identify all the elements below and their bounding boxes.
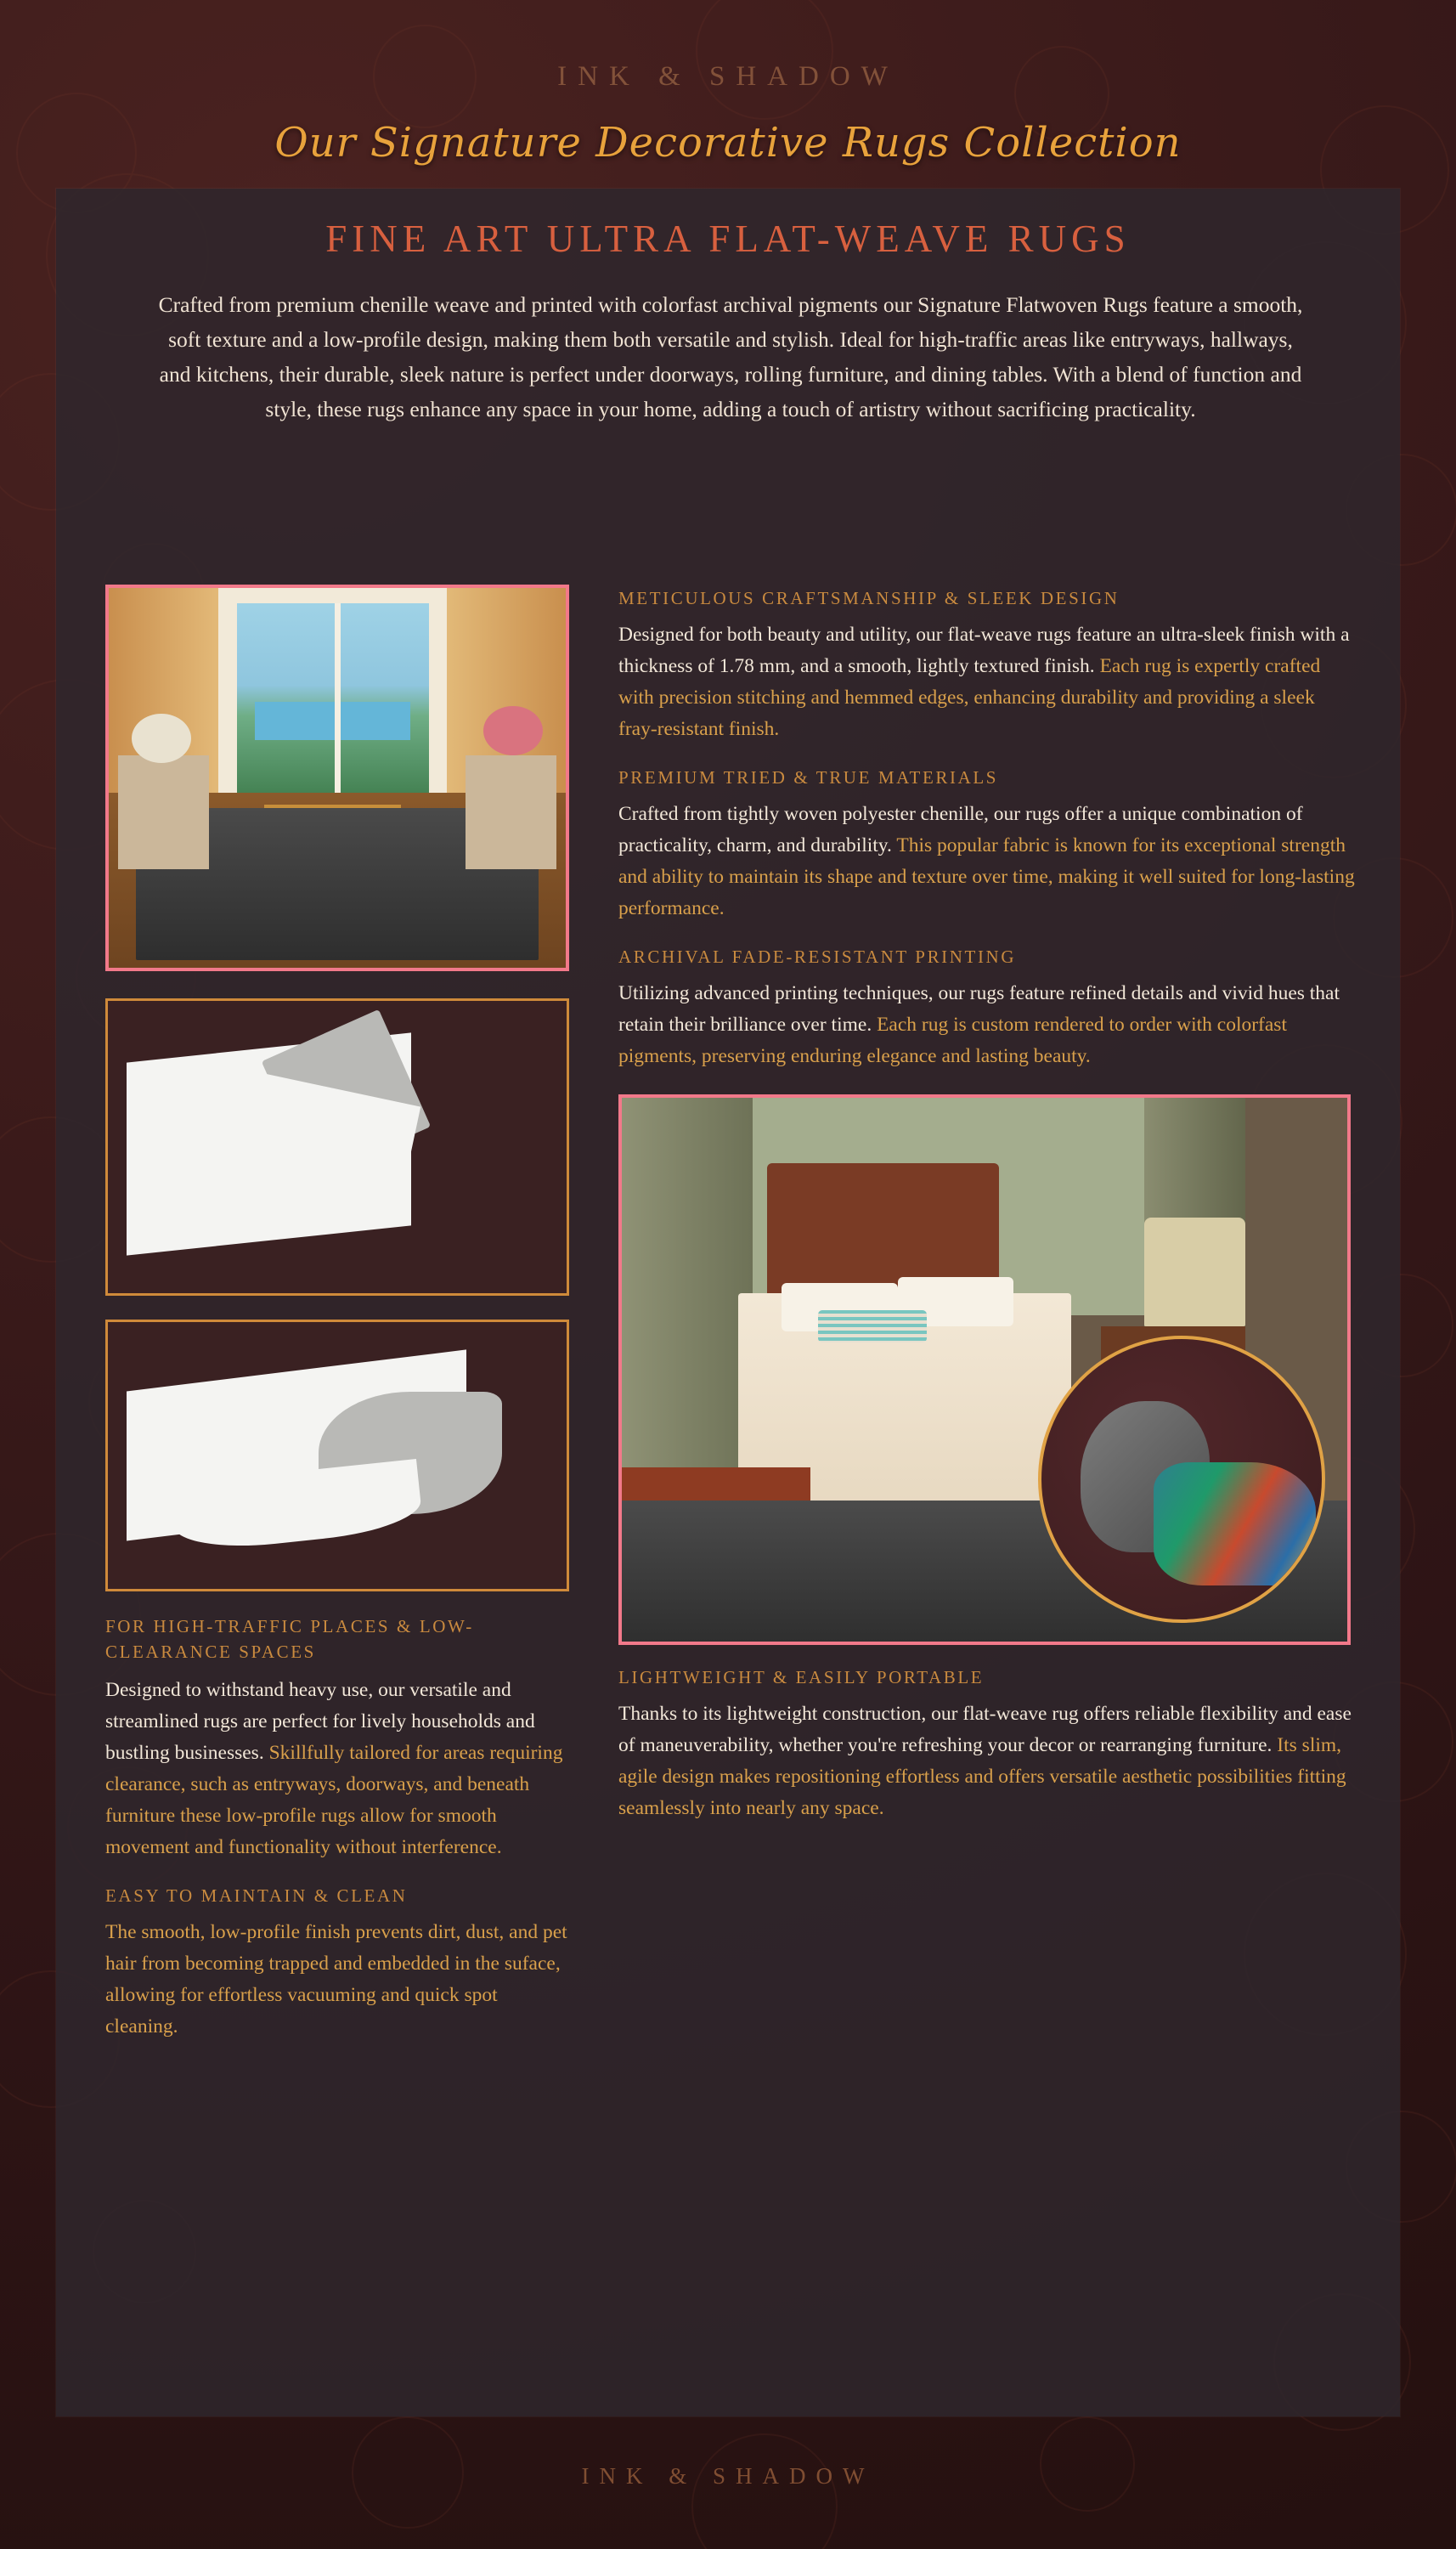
right-column <box>618 585 1356 1846</box>
entryway-rug-image <box>105 585 569 971</box>
section-body <box>618 619 1356 745</box>
rolled-printed-rug-inset <box>1038 1336 1325 1623</box>
bedroom-rug-image <box>618 1094 1351 1645</box>
brand-wordmark-bottom: INK & SHADOW <box>581 2463 875 2489</box>
section-body-accent: Each rug is custom rendered to order with colorfast pigments, preserving enduring elegance and lasting beauty. <box>618 1014 1287 1067</box>
headline: FINE ART ULTRA FLAT-WEAVE RUGS <box>325 218 1131 260</box>
section-body-accent: Each rug is expertly crafted with precision stitching and hemmed edges, enhancing durability and providing a sleek fray-resistant finish. <box>618 655 1321 740</box>
section-body-accent: The smooth, low-profile finish prevents dirt, dust, and pet hair from becoming trapped and embedded in the suface, allowing for effortless vacuuming and quick spot cleaning. <box>105 1921 567 2038</box>
left-column <box>105 585 574 2065</box>
page-title: Our Signature Decorative Rugs Collection <box>274 119 1182 167</box>
right-section-portable <box>618 1667 1356 1824</box>
section-body-main: Thanks to its lightweight construction, our flat-weave rug offers reliable flexibility and ease of maneuverability, whether you're refreshing your decor or rearranging furniture. <box>618 1703 1352 1756</box>
left-section-high-traffic <box>105 1614 574 1863</box>
folded-rug-corner-image <box>105 998 569 1296</box>
section-body-main: Utilizing advanced printing techniques, our rugs feature refined details and vivid hues that retain their brilliance over time. <box>618 982 1340 1036</box>
section-body-accent: Its slim, agile design makes repositioning effortless and offers versatile aesthetic possibilities fitting seamlessly into nearly any space. <box>618 1734 1346 1819</box>
left-section-easy-clean <box>105 1885 574 2043</box>
section-body <box>618 978 1356 1072</box>
section-body-accent: This popular fabric is known for its exceptional strength and ability to maintain its shape and texture over time, making it well suited for long-lasting performance. <box>618 834 1355 919</box>
section-heading: EASY TO MAINTAIN & CLEAN <box>105 1885 408 1906</box>
rolled-rug-edge-image <box>105 1320 569 1591</box>
section-body <box>618 799 1356 924</box>
section-heading: PREMIUM TRIED & TRUE MATERIALS <box>618 767 999 788</box>
section-body-accent: Skillfully tailored for areas requiring clearance, such as entryways, doorways, and beneath furniture these low-profile rugs allow for smooth movement and functionality without interference. <box>105 1742 563 1858</box>
right-section-craftsmanship <box>618 588 1356 745</box>
intro-paragraph: Crafted from premium chenille weave and printed with colorfast archival pigments our Signature Flatwoven Rugs feature a smooth, soft texture and a low-profile design, making them both versatile and stylish. Ideal for high-traffic areas like entryways, hallways, and kitchens, their durable, sleek nature is perfect under doorways, rolling furniture, and dining tables. With a blend of function and style, these rugs enhance any space in your home, adding a touch of artistry without sacrificing practicality. <box>158 292 1303 421</box>
brand-wordmark-top: INK & SHADOW <box>557 61 899 92</box>
section-heading: ARCHIVAL FADE-RESISTANT PRINTING <box>618 947 1017 967</box>
section-heading: METICULOUS CRAFTSMANSHIP & SLEEK DESIGN <box>618 588 1120 608</box>
section-body-main: Designed for both beauty and utility, our flat-weave rugs feature an ultra-sleek finish with a thickness of 1.78 mm, and a smooth, lightly textured finish. <box>618 624 1350 677</box>
section-body-main: Designed to withstand heavy use, our versatile and streamlined rugs are perfect for lively households and bustling businesses. <box>105 1679 535 1764</box>
section-heading: LIGHTWEIGHT & EASILY PORTABLE <box>618 1667 985 1687</box>
right-section-printing <box>618 947 1356 1072</box>
right-section-materials <box>618 767 1356 924</box>
section-body <box>105 1917 574 2043</box>
section-body-main: Crafted from tightly woven polyester chenille, our rugs offer a unique combination of practicality, charm, and durability. <box>618 803 1303 856</box>
section-body <box>618 1698 1356 1824</box>
section-heading: FOR HIGH-TRAFFIC PLACES & LOW-CLEARANCE SPACES <box>105 1616 474 1662</box>
section-body <box>105 1675 574 1863</box>
